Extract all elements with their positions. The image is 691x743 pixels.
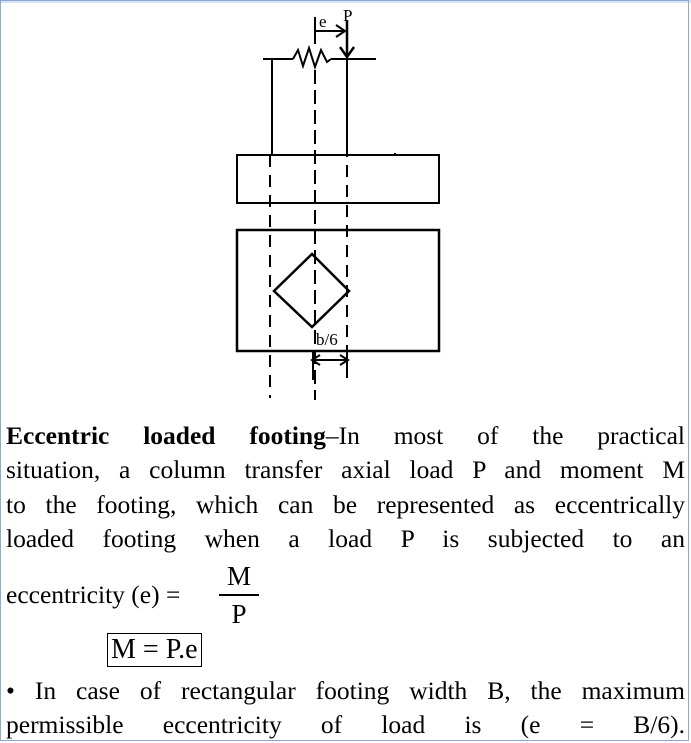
column-plan-diamond [274, 254, 349, 327]
footing-plan [237, 230, 439, 351]
bullet-line-2: permissible eccentricity of load is (e = B/6). [6, 710, 685, 739]
fraction-denominator: P [231, 599, 247, 629]
paragraph-line-1 [6, 419, 685, 454]
section-heading: Eccentric loaded footing [6, 421, 326, 450]
eccentricity-label: e [319, 12, 327, 31]
boxed-formula: M = P.e [107, 633, 202, 667]
eccentricity-fraction [219, 561, 259, 629]
paragraph-line-3: to the footing, which can be represented as eccentrically [6, 490, 685, 519]
paragraph-line-5: eccentricity (e) = [6, 580, 181, 609]
bullet-text-1: In case of rectangular footing width B, the maximum [34, 676, 686, 705]
bullet-symbol: • [6, 676, 15, 705]
bullet-line-1 [6, 674, 685, 709]
column-break-line [263, 48, 376, 67]
line1-text: In most of the practical [338, 421, 686, 450]
fraction-numerator: M [226, 561, 251, 591]
width-fraction-label: b/6 [316, 330, 338, 349]
heading-dash: – [325, 421, 339, 450]
fraction-bar [219, 594, 259, 596]
footing-elevation [237, 155, 439, 203]
paragraph-line-4: loaded footing when a load P is subjected to an [6, 524, 685, 553]
load-label: P [343, 6, 353, 25]
paragraph-line-2: situation, a column transfer axial load P and moment M [6, 455, 685, 484]
